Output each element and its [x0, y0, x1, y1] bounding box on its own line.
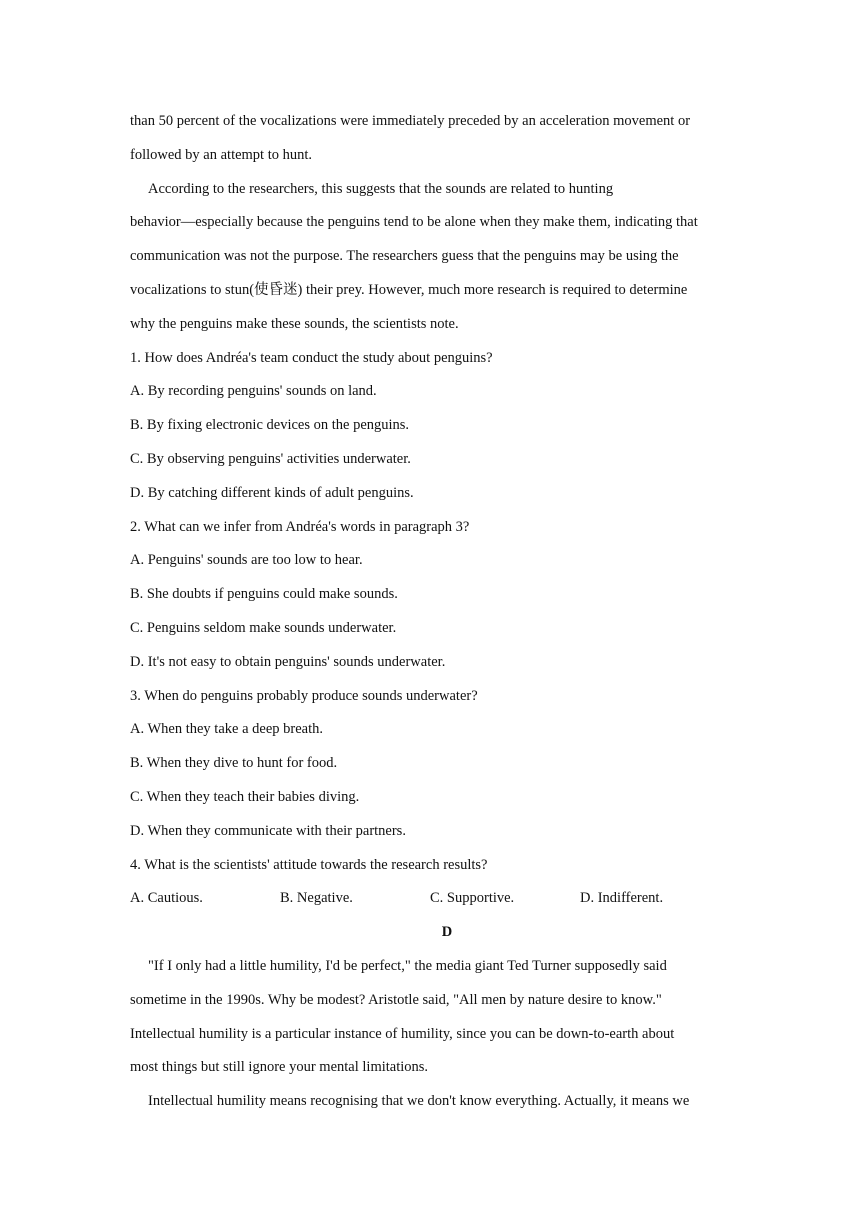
question-stem: 2. What can we infer from Andréa's words in paragraph 3? [130, 518, 470, 535]
paragraph-humility-intro [130, 950, 730, 1085]
question-3 [130, 680, 730, 849]
document-page [130, 105, 730, 1119]
question-stem: 1. How does Andréa's team conduct the study about penguins? [130, 349, 493, 366]
text-line: vocalizations to stun(使昏迷) their prey. However, much more research is required to determine [130, 281, 688, 298]
question-stem: 3. When do penguins probably produce sounds underwater? [130, 687, 478, 704]
option-c: C. Supportive. [430, 890, 515, 907]
text-line: Intellectual humility means recognising that we don't know everything. Actually, it means we [148, 1093, 690, 1110]
option-a: A. Penguins' sounds are too low to hear. [130, 552, 363, 569]
text-line: Intellectual humility is a particular instance of humility, since you can be down-to-earth about [130, 1025, 675, 1042]
text-line: "If I only had a little humility, I'd be perfect," the media giant Ted Turner supposedly said [148, 957, 667, 974]
option-a: A. By recording penguins' sounds on land. [130, 383, 377, 400]
option-a: A. When they take a deep breath. [130, 721, 323, 738]
option-d: D. Indifferent. [580, 890, 664, 907]
text-line: why the penguins make these sounds, the scientists note. [130, 315, 459, 332]
text-line: most things but still ignore your mental limitations. [130, 1059, 429, 1076]
options-row [130, 882, 730, 916]
option-b: B. When they dive to hunt for food. [130, 755, 338, 772]
text-line: communication was not the purpose. The researchers guess that the penguins may be using the [130, 248, 679, 265]
paragraph-humility-definition [130, 1085, 730, 1119]
paragraph-continuation [130, 105, 730, 173]
option-c: C. Penguins seldom make sounds underwater. [130, 619, 397, 636]
question-1 [130, 342, 730, 511]
paragraph-researchers [130, 173, 730, 342]
question-4 [130, 849, 730, 917]
option-d: D. It's not easy to obtain penguins' sounds underwater. [130, 653, 446, 670]
text-line: sometime in the 1990s. Why be modest? Aristotle said, "All men by nature desire to know." [130, 991, 662, 1008]
question-2 [130, 511, 730, 680]
option-b: B. By fixing electronic devices on the penguins. [130, 417, 410, 434]
option-b: B. She doubts if penguins could make sounds. [130, 586, 398, 603]
section-title: D [441, 924, 453, 941]
option-c: C. By observing penguins' activities underwater. [130, 450, 411, 467]
question-stem: 4. What is the scientists' attitude towards the research results? [130, 856, 488, 873]
option-d: D. When they communicate with their partners. [130, 822, 406, 839]
text-line: followed by an attempt to hunt. [130, 146, 313, 163]
text-line: behavior—especially because the penguins tend to be alone when they make them, indicating that [130, 214, 698, 231]
option-b: B. Negative. [280, 890, 353, 907]
option-c: C. When they teach their babies diving. [130, 788, 360, 805]
option-a: A. Cautious. [130, 890, 203, 907]
text-line: than 50 percent of the vocalizations were immediately preceded by an acceleration movement or [130, 113, 691, 129]
text-line: According to the researchers, this suggests that the sounds are related to hunting [148, 180, 614, 197]
option-d: D. By catching different kinds of adult penguins. [130, 484, 414, 501]
